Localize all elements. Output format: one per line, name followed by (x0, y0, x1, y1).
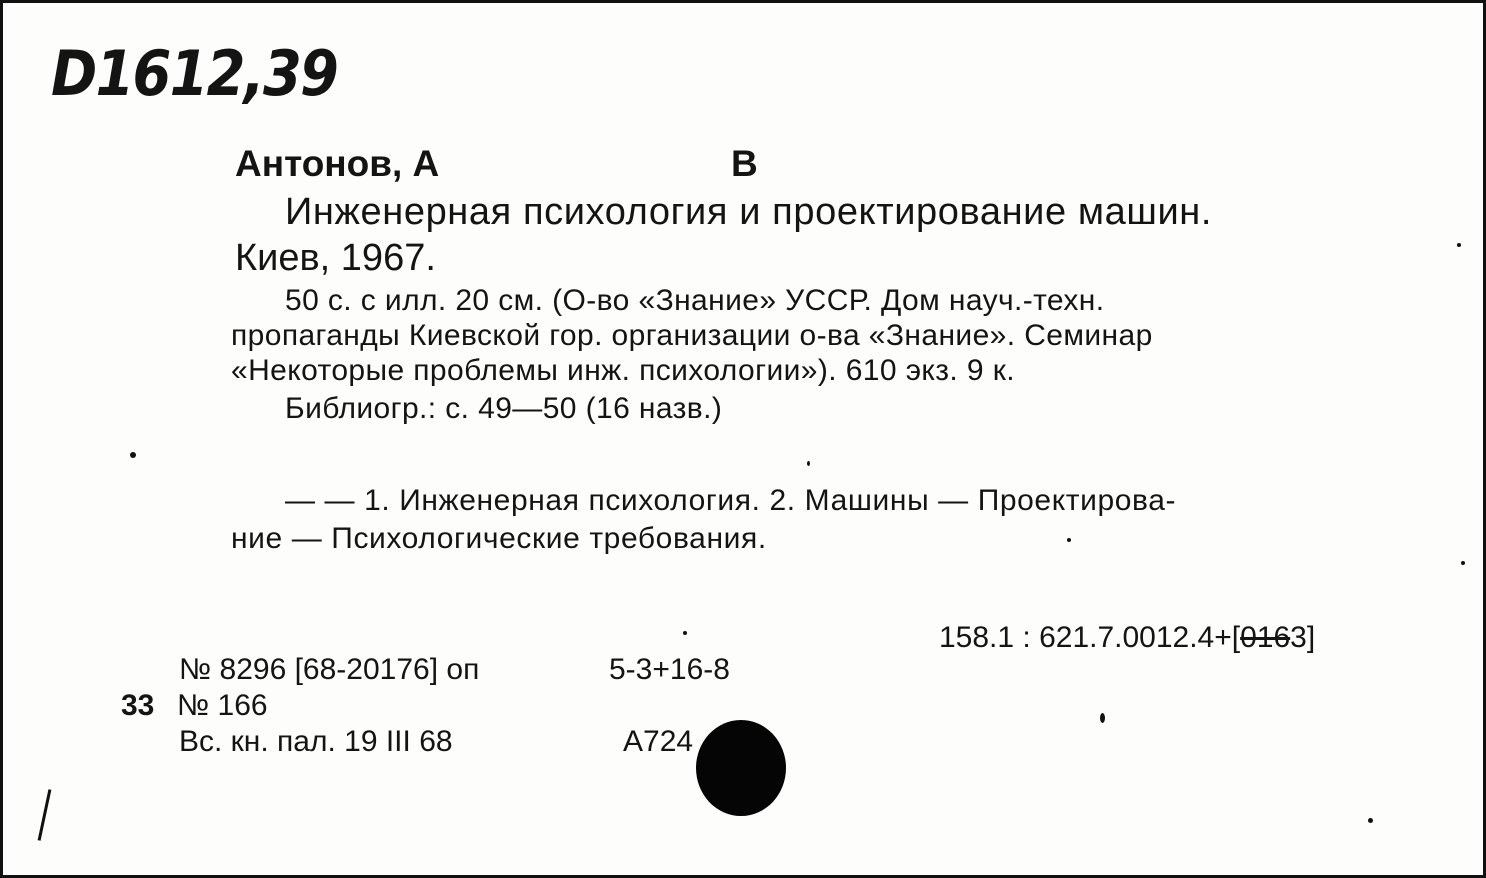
punch-hole (696, 720, 786, 816)
udc-classification (939, 623, 1315, 653)
author-name: Антонов, А (235, 143, 440, 184)
author-initial: В (731, 143, 758, 184)
dust-speck (1457, 243, 1461, 247)
call-number: D1612,39 (51, 37, 338, 110)
udc-tail: 3] (1290, 621, 1316, 654)
card-number: № 166 (177, 689, 268, 722)
registration-code: 5-3+16-8 (609, 653, 730, 686)
subject-headings-line-2: ние — Психологические требования. (231, 522, 767, 555)
dust-speck (683, 631, 687, 635)
dust-speck (1368, 818, 1373, 823)
bibliography-note: Библиогр.: с. 49—50 (16 назв.) (285, 392, 723, 425)
dust-speck (807, 461, 810, 466)
book-chamber-note: Вс. кн. пал. 19 III 68 (179, 725, 453, 758)
print-code: А724 (623, 725, 694, 758)
dust-speck (130, 452, 136, 458)
udc-main: 158.1 : 621.7.0012.4+[ (939, 621, 1241, 654)
dust-speck (1461, 561, 1465, 565)
udc-struck-part: 016 (1240, 621, 1291, 654)
card-prefix-number: 33 (121, 689, 155, 722)
dust-speck (1067, 538, 1071, 542)
collation-line-2: пропаганды Киевской гор. организации о-ва «Знание». Семинар (231, 319, 1153, 352)
collation-line-3: «Некоторые проблемы инж. психологии»). 610 экз. 9 к. (231, 354, 1015, 387)
dust-speck (1100, 713, 1105, 723)
registration-number: № 8296 [68-20176] оп (179, 653, 480, 686)
book-title: Инженерная психология и проектирование машин. (285, 191, 1213, 233)
pen-mark (38, 789, 52, 840)
publication-place-year: Киев, 1967. (235, 237, 436, 279)
collation-line-1: 50 с. с илл. 20 см. (О-во «Знание» УССР. Дом науч.-техн. (285, 284, 1105, 317)
subject-headings-line-1: — — 1. Инженерная психология. 2. Машины — Проектирова- (285, 484, 1177, 517)
